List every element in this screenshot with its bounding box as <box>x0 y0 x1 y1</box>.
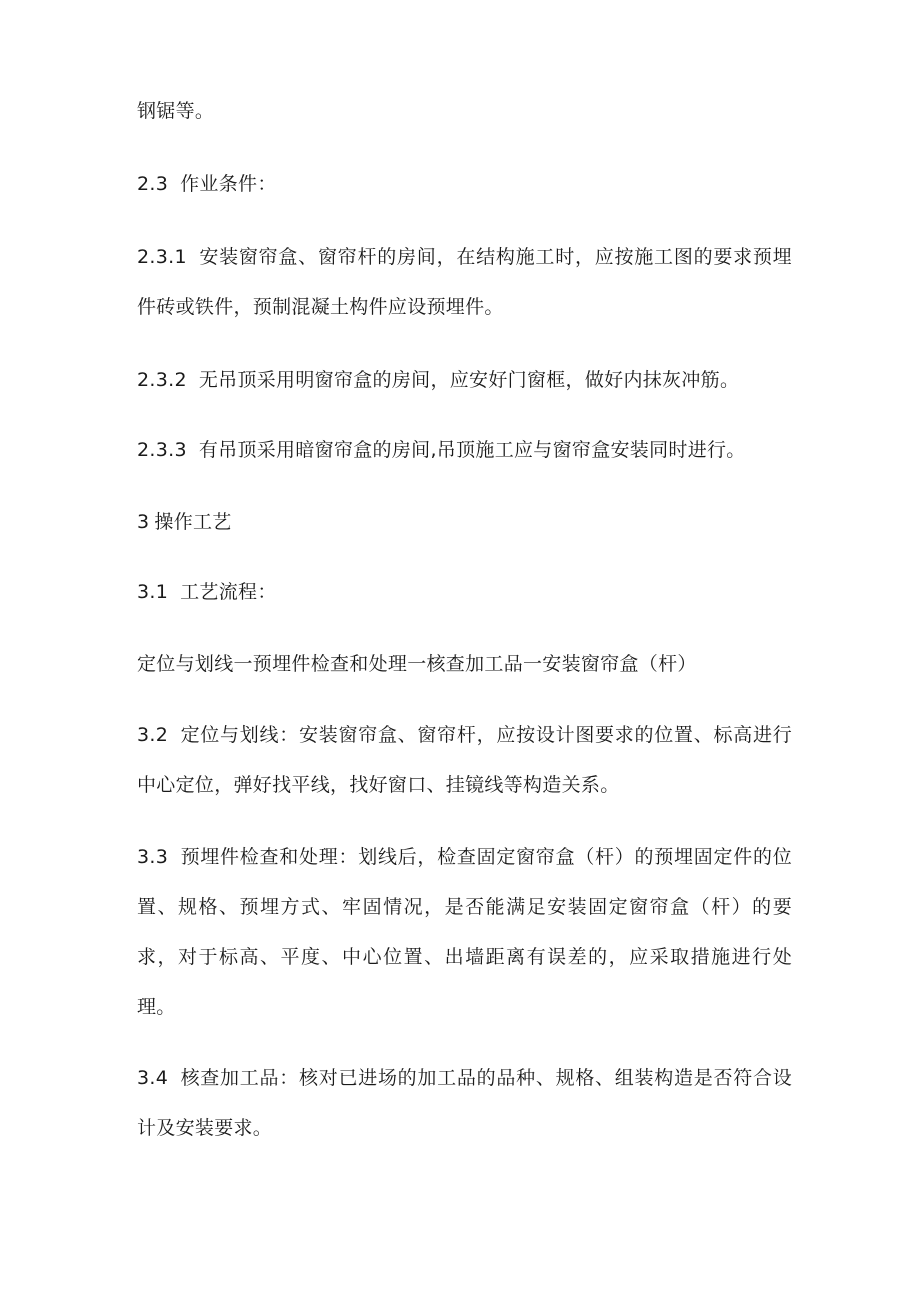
section-number: 3 <box>137 511 150 533</box>
paragraph-text: 钢锯等。 <box>137 100 215 122</box>
paragraph-2-3-1 <box>137 232 792 332</box>
section-number: 2.3 <box>137 173 169 195</box>
section-number: 2.3.1 <box>137 246 187 268</box>
section-number: 3.2 <box>137 724 169 746</box>
section-number: 3.4 <box>137 1067 169 1089</box>
heading-text: 操作工艺 <box>154 511 232 533</box>
paragraph-text: 定位与划线一预埋件检查和处理一核查加工品一安装窗帘盒（杆） <box>137 653 697 675</box>
paragraph-text: 核查加工品：核对已进场的加工品的品种、规格、组装构造是否符合设计及安装要求。 <box>137 1067 792 1139</box>
paragraph-text: 安装窗帘盒、窗帘杆的房间，在结构施工时，应按施工图的要求预埋件砖或铁件，预制混凝土构件应设预埋件。 <box>137 246 792 318</box>
heading-text: 作业条件： <box>180 173 277 195</box>
section-number: 3.1 <box>137 581 169 603</box>
paragraph-text: 预埋件检查和处理：划线后，检查固定窗帘盒（杆）的预埋固定件的位置、规格、预埋方式、牢固情况，是否能满足安装固定窗帘盒（杆）的要求，对于标高、平度、中心位置、出墙距离有误差的，应采取措施进行处理。 <box>137 846 792 1018</box>
paragraph-text: 无吊顶采用明窗帘盒的房间，应安好门窗框，做好内抹灰冲筋。 <box>198 369 740 391</box>
heading-3-operation-process <box>137 497 792 547</box>
paragraph-2-3-2 <box>137 355 792 405</box>
paragraph-3-3 <box>137 832 792 1032</box>
section-number: 2.3.3 <box>137 439 187 461</box>
section-number: 3.3 <box>137 846 169 868</box>
heading-text: 工艺流程： <box>180 581 277 603</box>
heading-3-1-process-flow <box>137 567 792 617</box>
paragraph-2-3-3 <box>137 425 792 475</box>
paragraph-tools-continued <box>137 86 792 136</box>
paragraph-3-4 <box>137 1053 792 1153</box>
paragraph-process-flow-steps <box>137 639 792 689</box>
section-number: 2.3.2 <box>137 369 187 391</box>
heading-2-3-work-conditions <box>137 159 792 209</box>
paragraph-text: 定位与划线：安装窗帘盒、窗帘杆，应按设计图要求的位置、标高进行中心定位，弹好找平线，找好窗口、挂镜线等构造关系。 <box>137 724 792 796</box>
paragraph-3-2 <box>137 710 792 810</box>
paragraph-text: 有吊顶采用暗窗帘盒的房间,吊顶施工应与窗帘盒安装同时进行。 <box>198 439 746 461</box>
